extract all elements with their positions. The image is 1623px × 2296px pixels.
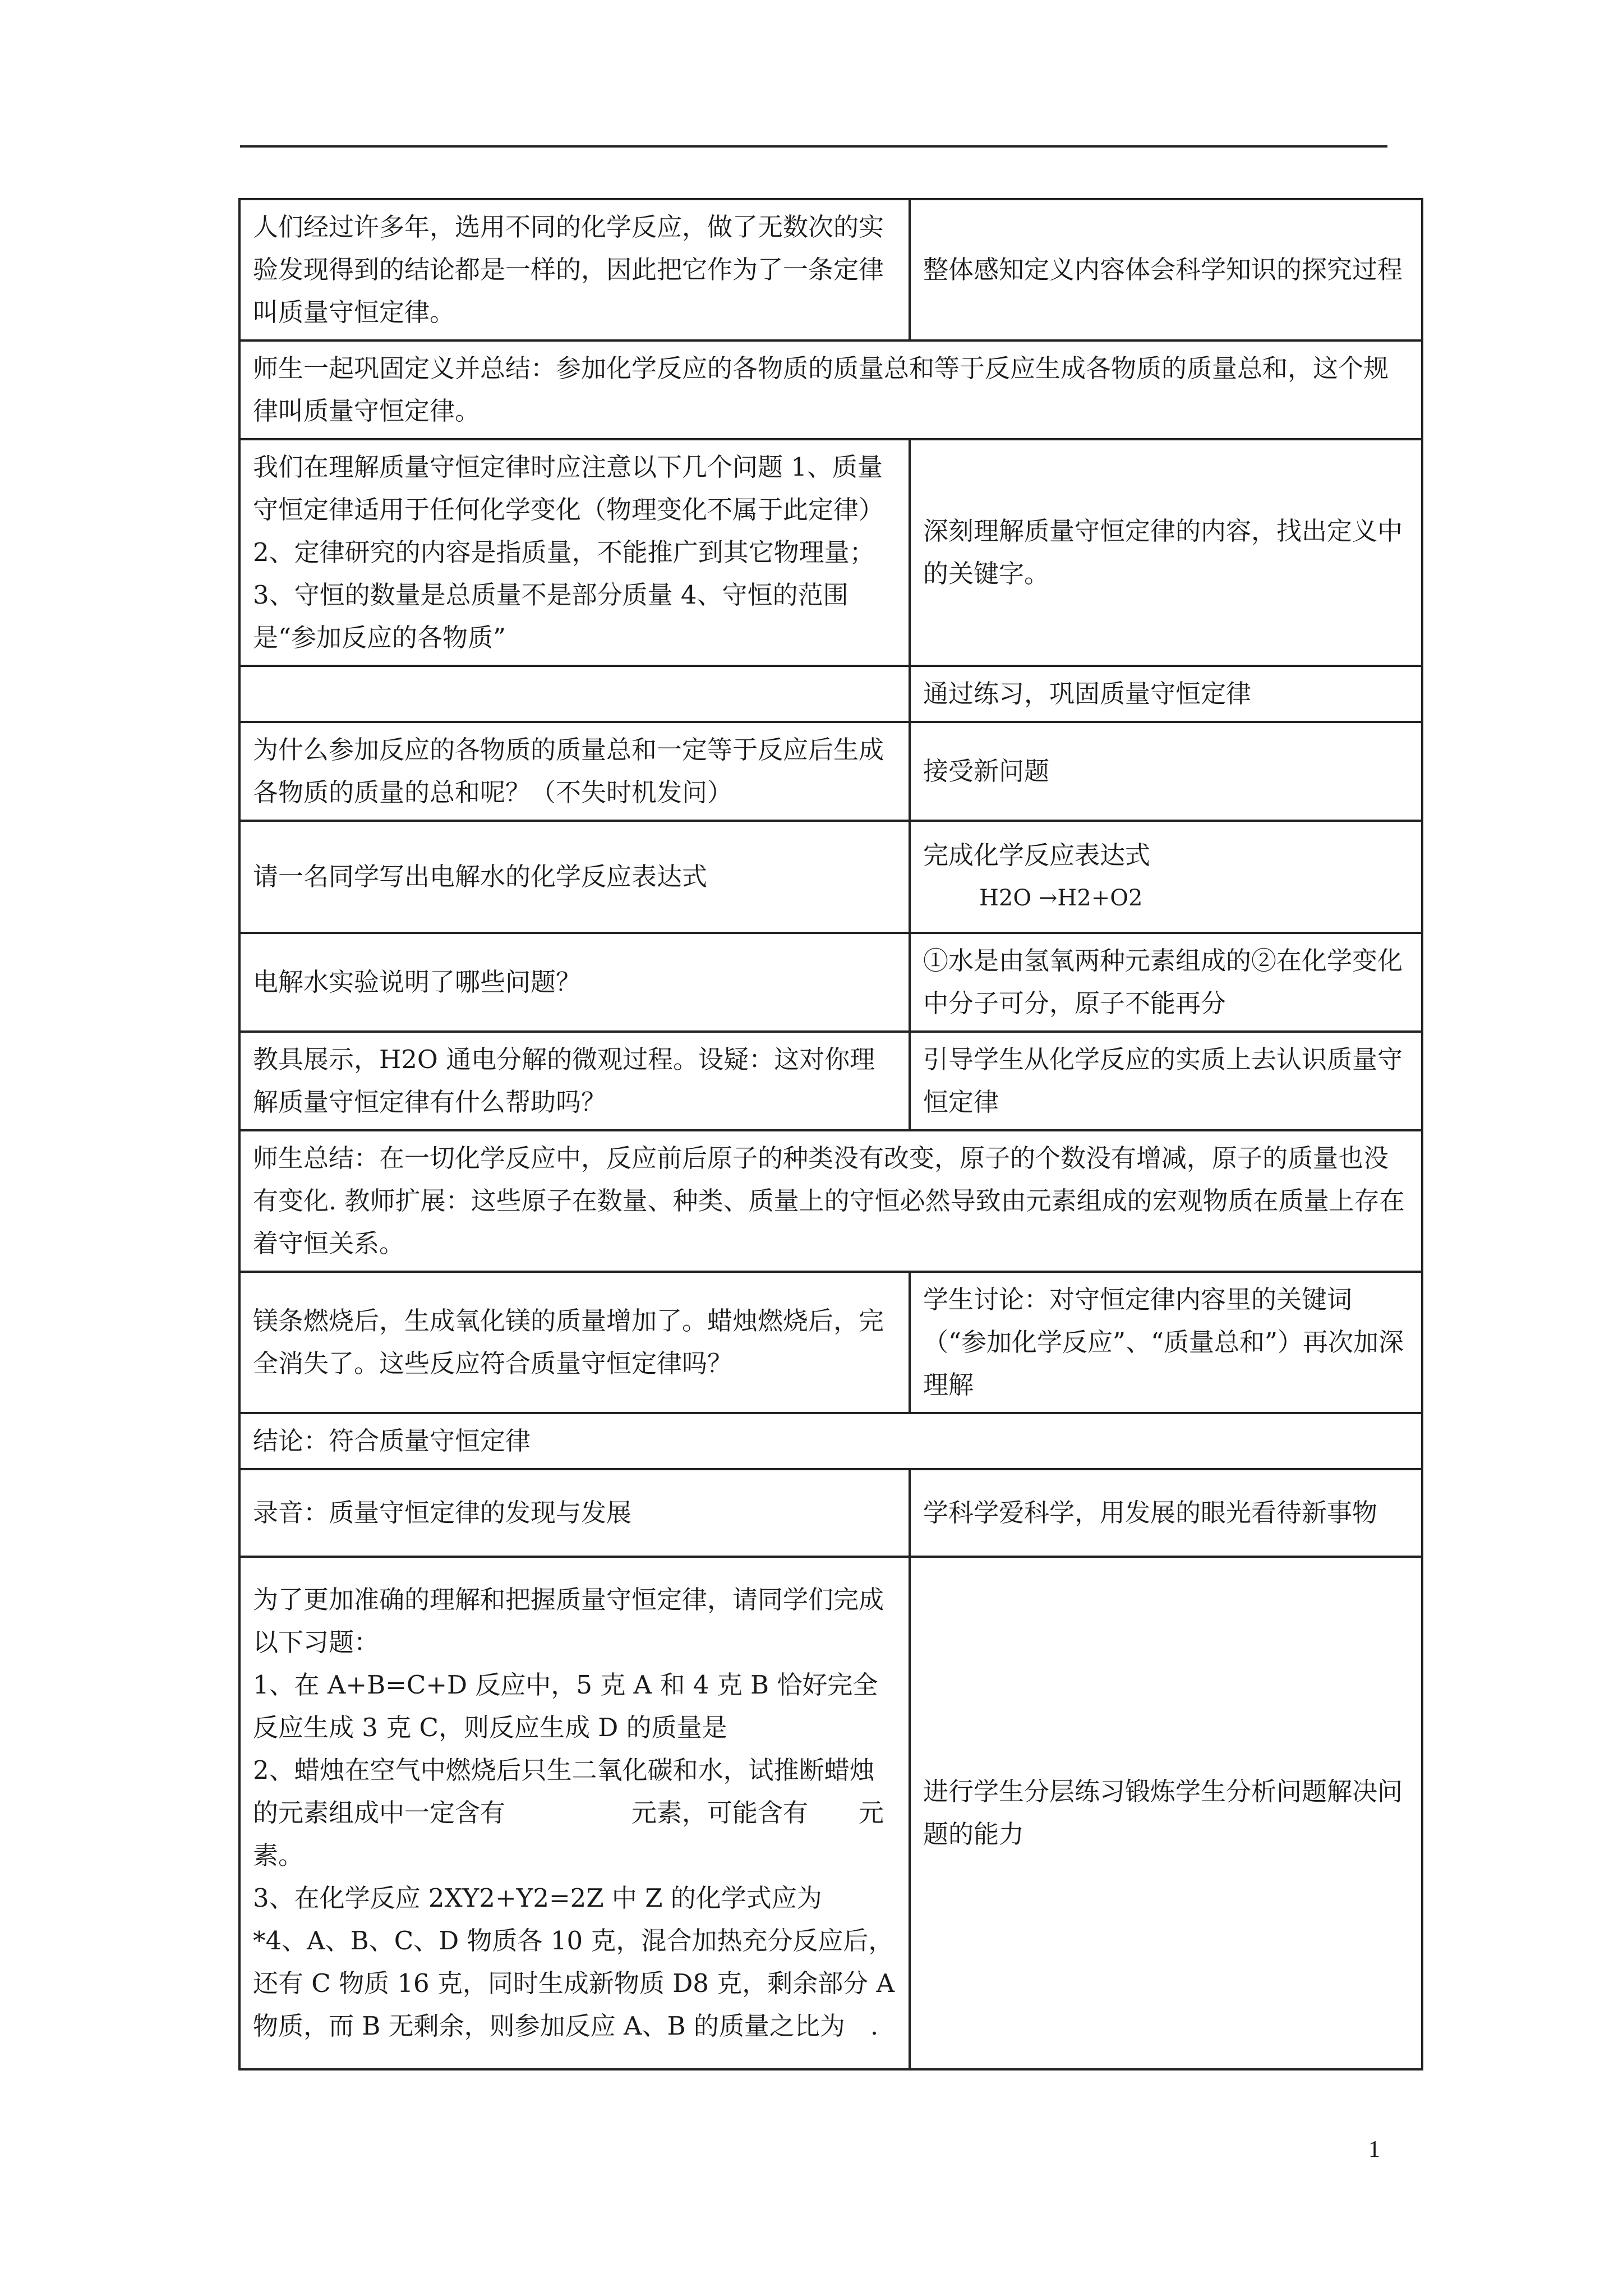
- table-row: [239, 199, 1422, 341]
- table-row: [239, 1413, 1422, 1469]
- table-row: [239, 666, 1422, 722]
- student-activity-cell: ①水是由氢氧两种元素组成的②在化学变化中分子可分，原子不能再分: [910, 933, 1422, 1032]
- exercise-cell: [239, 1557, 910, 2069]
- table-row: [239, 1032, 1422, 1130]
- exercise-question-1: 1、在 A+B=C+D 反应中，5 克 A 和 4 克 B 恰好完全反应生成 3 克 C，则反应生成 D 的质量是: [253, 1670, 878, 1742]
- chemical-equation: H2O →H2+O2: [979, 885, 1143, 911]
- teacher-activity-cell: 教具展示，H2O 通电分解的微观过程。设疑：这对你理解质量守恒定律有什么帮助吗？: [239, 1032, 910, 1130]
- student-activity-cell: 进行学生分层练习锻炼学生分析问题解决问题的能力: [910, 1557, 1422, 2069]
- header-rule: [240, 145, 1387, 148]
- table-row: [239, 1469, 1422, 1557]
- teacher-activity-cell: 我们在理解质量守恒定律时应注意以下几个问题 1、质量守恒定律适用于任何化学变化（物理变化不属于此定律）2、定律研究的内容是指质量，不能推广到其它物理量；3、守恒的数量是总质量不是部分质量 4、守恒的范围是“参加反应的各物质”: [239, 439, 910, 666]
- table-row: [239, 1130, 1422, 1272]
- teacher-activity-cell: 人们经过许多年，选用不同的化学反应，做了无数次的实验发现得到的结论都是一样的，因此把它作为了一条定律叫质量守恒定律。: [239, 199, 910, 341]
- student-activity-cell: 通过练习，巩固质量守恒定律: [910, 666, 1422, 722]
- exercise-intro: 为了更加准确的理解和把握质量守恒定律，请同学们完成以下习题：: [253, 1585, 884, 1657]
- table-row: [239, 341, 1422, 439]
- teacher-activity-cell: 录音：质量守恒定律的发现与发展: [239, 1469, 910, 1557]
- page-number: 1: [1368, 2137, 1380, 2162]
- summary-cell: 师生一起巩固定义并总结：参加化学反应的各物质的质量总和等于反应生成各物质的质量总和，这个规律叫质量守恒定律。: [239, 341, 1422, 439]
- table-row: [239, 933, 1422, 1032]
- summary-cell: 师生总结：在一切化学反应中，反应前后原子的种类没有改变，原子的个数没有增减，原子的质量也没有变化. 教师扩展：这些原子在数量、种类、质量上的守恒必然导致由元素组成的宏观物质在质量上存在着守恒关系。: [239, 1130, 1422, 1272]
- student-activity-cell: 学生讨论：对守恒定律内容里的关键词（“参加化学反应”、“质量总和”）再次加深理解: [910, 1272, 1422, 1413]
- student-activity-cell: 接受新问题: [910, 722, 1422, 821]
- exercise-question-4: *4、A、B、C、D 物质各 10 克，混合加热充分反应后，还有 C 物质 16 克，同时生成新物质 D8 克，剩余部分 A 物质，而 B 无剩余，则参加反应 A、B 的质量之比为 .: [253, 1926, 895, 2041]
- table-row: [239, 722, 1422, 821]
- exercise-question-2: 2、蜡烛在空气中燃烧后只生二氧化碳和水，试推断蜡烛的元素组成中一定含有 元素，可能含有 元素。: [253, 1755, 884, 1870]
- teacher-activity-cell: 镁条燃烧后，生成氧化镁的质量增加了。蜡烛燃烧后，完全消失了。这些反应符合质量守恒定律吗？: [239, 1272, 910, 1413]
- teacher-activity-cell: 电解水实验说明了哪些问题？: [239, 933, 910, 1032]
- student-activity-text: 完成化学反应表达式: [923, 840, 1151, 870]
- table-row: [239, 821, 1422, 933]
- teacher-activity-cell: 请一名同学写出电解水的化学反应表达式: [239, 821, 910, 933]
- student-activity-cell: [910, 821, 1422, 933]
- student-activity-cell: 引导学生从化学反应的实质上去认识质量守恒定律: [910, 1032, 1422, 1130]
- student-activity-cell: 学科学爱科学，用发展的眼光看待新事物: [910, 1469, 1422, 1557]
- lesson-plan-table: [238, 198, 1423, 2070]
- teacher-activity-cell: 为什么参加反应的各物质的质量总和一定等于反应后生成各物质的质量的总和呢？（不失时机发问）: [239, 722, 910, 821]
- table-row: [239, 1272, 1422, 1413]
- table-row: [239, 439, 1422, 666]
- table-row: [239, 1557, 1422, 2069]
- student-activity-cell: 深刻理解质量守恒定律的内容，找出定义中的关键字。: [910, 439, 1422, 666]
- teacher-activity-cell: [239, 666, 910, 722]
- conclusion-cell: 结论：符合质量守恒定律: [239, 1413, 1422, 1469]
- exercise-question-3: 3、在化学反应 2XY2+Y2=2Z 中 Z 的化学式应为: [253, 1883, 822, 1913]
- student-activity-cell: 整体感知定义内容体会科学知识的探究过程: [910, 199, 1422, 341]
